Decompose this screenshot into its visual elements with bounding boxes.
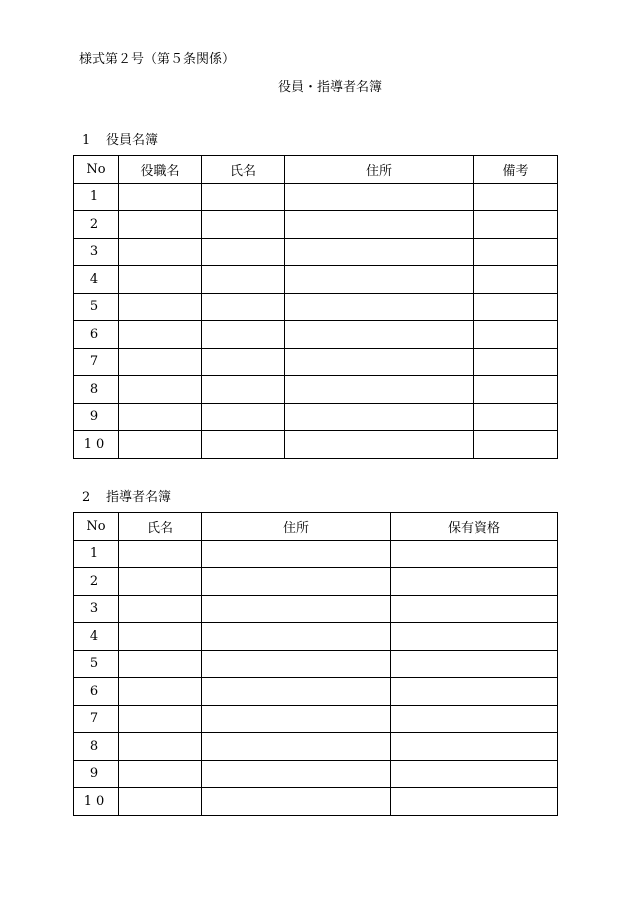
section-title: 指導者名簿 bbox=[106, 490, 172, 505]
blank-entry-cell[interactable] bbox=[119, 403, 202, 431]
blank-entry-cell[interactable] bbox=[119, 211, 202, 239]
blank-entry-cell[interactable] bbox=[202, 293, 285, 321]
blank-entry-cell[interactable] bbox=[391, 623, 558, 651]
table-row bbox=[74, 568, 558, 596]
blank-entry-cell[interactable] bbox=[202, 540, 391, 568]
blank-entry-cell[interactable] bbox=[119, 348, 202, 376]
table-row bbox=[74, 540, 558, 568]
coaches-table bbox=[73, 512, 558, 816]
blank-entry-cell[interactable] bbox=[202, 788, 391, 816]
table-row bbox=[74, 348, 558, 376]
blank-entry-cell[interactable] bbox=[119, 376, 202, 404]
blank-entry-cell[interactable] bbox=[474, 376, 558, 404]
blank-entry-cell[interactable] bbox=[202, 650, 391, 678]
table-row bbox=[74, 788, 558, 816]
blank-entry-cell[interactable] bbox=[119, 183, 202, 211]
blank-entry-cell[interactable] bbox=[119, 705, 202, 733]
blank-entry-cell[interactable] bbox=[202, 266, 285, 294]
blank-entry-cell[interactable] bbox=[202, 321, 285, 349]
table-row bbox=[74, 403, 558, 431]
row-number: 10 bbox=[74, 788, 119, 816]
blank-entry-cell[interactable] bbox=[202, 348, 285, 376]
blank-entry-cell[interactable] bbox=[202, 403, 285, 431]
row-number: 10 bbox=[74, 431, 119, 459]
row-number: 9 bbox=[74, 760, 119, 788]
table-row bbox=[74, 595, 558, 623]
blank-entry-cell[interactable] bbox=[202, 678, 391, 706]
table-row bbox=[74, 376, 558, 404]
section-number: 1 bbox=[82, 133, 91, 148]
blank-entry-cell[interactable] bbox=[119, 623, 202, 651]
blank-entry-cell[interactable] bbox=[119, 595, 202, 623]
blank-entry-cell[interactable] bbox=[285, 266, 474, 294]
blank-entry-cell[interactable] bbox=[391, 678, 558, 706]
column-header-no: No bbox=[74, 156, 119, 184]
row-number: 2 bbox=[74, 211, 119, 239]
blank-entry-cell[interactable] bbox=[285, 321, 474, 349]
blank-entry-cell[interactable] bbox=[391, 595, 558, 623]
blank-entry-cell[interactable] bbox=[119, 678, 202, 706]
column-header-address: 住所 bbox=[202, 513, 391, 541]
section-heading-coaches bbox=[82, 490, 171, 506]
row-number: 5 bbox=[74, 293, 119, 321]
row-number: 4 bbox=[74, 266, 119, 294]
blank-entry-cell[interactable] bbox=[119, 431, 202, 459]
blank-entry-cell[interactable] bbox=[202, 705, 391, 733]
row-number: 2 bbox=[74, 568, 119, 596]
blank-entry-cell[interactable] bbox=[391, 733, 558, 761]
table-row bbox=[74, 623, 558, 651]
row-number: 1 bbox=[74, 540, 119, 568]
blank-entry-cell[interactable] bbox=[474, 211, 558, 239]
table-row bbox=[74, 238, 558, 266]
blank-entry-cell[interactable] bbox=[119, 321, 202, 349]
section-title: 役員名簿 bbox=[106, 133, 159, 148]
blank-entry-cell[interactable] bbox=[202, 211, 285, 239]
blank-entry-cell[interactable] bbox=[474, 431, 558, 459]
blank-entry-cell[interactable] bbox=[119, 733, 202, 761]
blank-entry-cell[interactable] bbox=[202, 183, 285, 211]
row-number: 1 bbox=[74, 183, 119, 211]
row-number: 7 bbox=[74, 705, 119, 733]
blank-entry-cell[interactable] bbox=[285, 376, 474, 404]
column-header-name: 氏名 bbox=[202, 156, 285, 184]
table-row bbox=[74, 266, 558, 294]
blank-entry-cell[interactable] bbox=[119, 760, 202, 788]
blank-entry-cell[interactable] bbox=[202, 760, 391, 788]
table-row bbox=[74, 760, 558, 788]
form-number: 様式第２号（第５条関係） bbox=[79, 52, 236, 67]
blank-entry-cell[interactable] bbox=[202, 238, 285, 266]
table-row bbox=[74, 705, 558, 733]
row-number: 6 bbox=[74, 678, 119, 706]
document-title: 役員・指導者名簿 bbox=[277, 80, 382, 95]
row-number: 4 bbox=[74, 623, 119, 651]
blank-entry-cell[interactable] bbox=[474, 238, 558, 266]
row-number: 7 bbox=[74, 348, 119, 376]
row-number: 6 bbox=[74, 321, 119, 349]
row-number: 8 bbox=[74, 733, 119, 761]
blank-entry-cell[interactable] bbox=[202, 431, 285, 459]
blank-entry-cell[interactable] bbox=[119, 238, 202, 266]
blank-entry-cell[interactable] bbox=[119, 650, 202, 678]
blank-entry-cell[interactable] bbox=[474, 266, 558, 294]
table-row bbox=[74, 431, 558, 459]
blank-entry-cell[interactable] bbox=[202, 623, 391, 651]
blank-entry-cell[interactable] bbox=[202, 733, 391, 761]
blank-entry-cell[interactable] bbox=[285, 348, 474, 376]
blank-entry-cell[interactable] bbox=[391, 788, 558, 816]
blank-entry-cell[interactable] bbox=[391, 650, 558, 678]
blank-entry-cell[interactable] bbox=[119, 293, 202, 321]
column-header-address: 住所 bbox=[285, 156, 474, 184]
column-header-name: 氏名 bbox=[119, 513, 202, 541]
blank-entry-cell[interactable] bbox=[391, 568, 558, 596]
section-heading-officers bbox=[82, 133, 158, 149]
officers-table bbox=[73, 155, 558, 459]
row-number: 5 bbox=[74, 650, 119, 678]
row-number: 8 bbox=[74, 376, 119, 404]
table-row bbox=[74, 733, 558, 761]
table-header-row bbox=[74, 156, 558, 184]
blank-entry-cell[interactable] bbox=[474, 403, 558, 431]
blank-entry-cell[interactable] bbox=[285, 431, 474, 459]
blank-entry-cell[interactable] bbox=[119, 788, 202, 816]
blank-entry-cell[interactable] bbox=[285, 183, 474, 211]
blank-entry-cell[interactable] bbox=[119, 540, 202, 568]
table-row bbox=[74, 183, 558, 211]
blank-entry-cell[interactable] bbox=[285, 211, 474, 239]
table-row bbox=[74, 678, 558, 706]
blank-entry-cell[interactable] bbox=[202, 568, 391, 596]
blank-entry-cell[interactable] bbox=[119, 266, 202, 294]
table-row bbox=[74, 211, 558, 239]
table-row bbox=[74, 293, 558, 321]
row-number: 3 bbox=[74, 238, 119, 266]
blank-entry-cell[interactable] bbox=[474, 183, 558, 211]
blank-entry-cell[interactable] bbox=[474, 321, 558, 349]
blank-entry-cell[interactable] bbox=[119, 568, 202, 596]
table-row bbox=[74, 321, 558, 349]
blank-entry-cell[interactable] bbox=[285, 238, 474, 266]
blank-entry-cell[interactable] bbox=[391, 705, 558, 733]
blank-entry-cell[interactable] bbox=[391, 540, 558, 568]
blank-entry-cell[interactable] bbox=[474, 293, 558, 321]
blank-entry-cell[interactable] bbox=[285, 403, 474, 431]
row-number: 3 bbox=[74, 595, 119, 623]
column-header-no: No bbox=[74, 513, 119, 541]
column-header-position: 役職名 bbox=[119, 156, 202, 184]
blank-entry-cell[interactable] bbox=[202, 376, 285, 404]
column-header-remarks: 備考 bbox=[474, 156, 558, 184]
blank-entry-cell[interactable] bbox=[474, 348, 558, 376]
blank-entry-cell[interactable] bbox=[202, 595, 391, 623]
column-header-qualification: 保有資格 bbox=[391, 513, 558, 541]
blank-entry-cell[interactable] bbox=[391, 760, 558, 788]
row-number: 9 bbox=[74, 403, 119, 431]
table-row bbox=[74, 650, 558, 678]
section-number: 2 bbox=[82, 490, 91, 505]
table-header-row bbox=[74, 513, 558, 541]
blank-entry-cell[interactable] bbox=[285, 293, 474, 321]
